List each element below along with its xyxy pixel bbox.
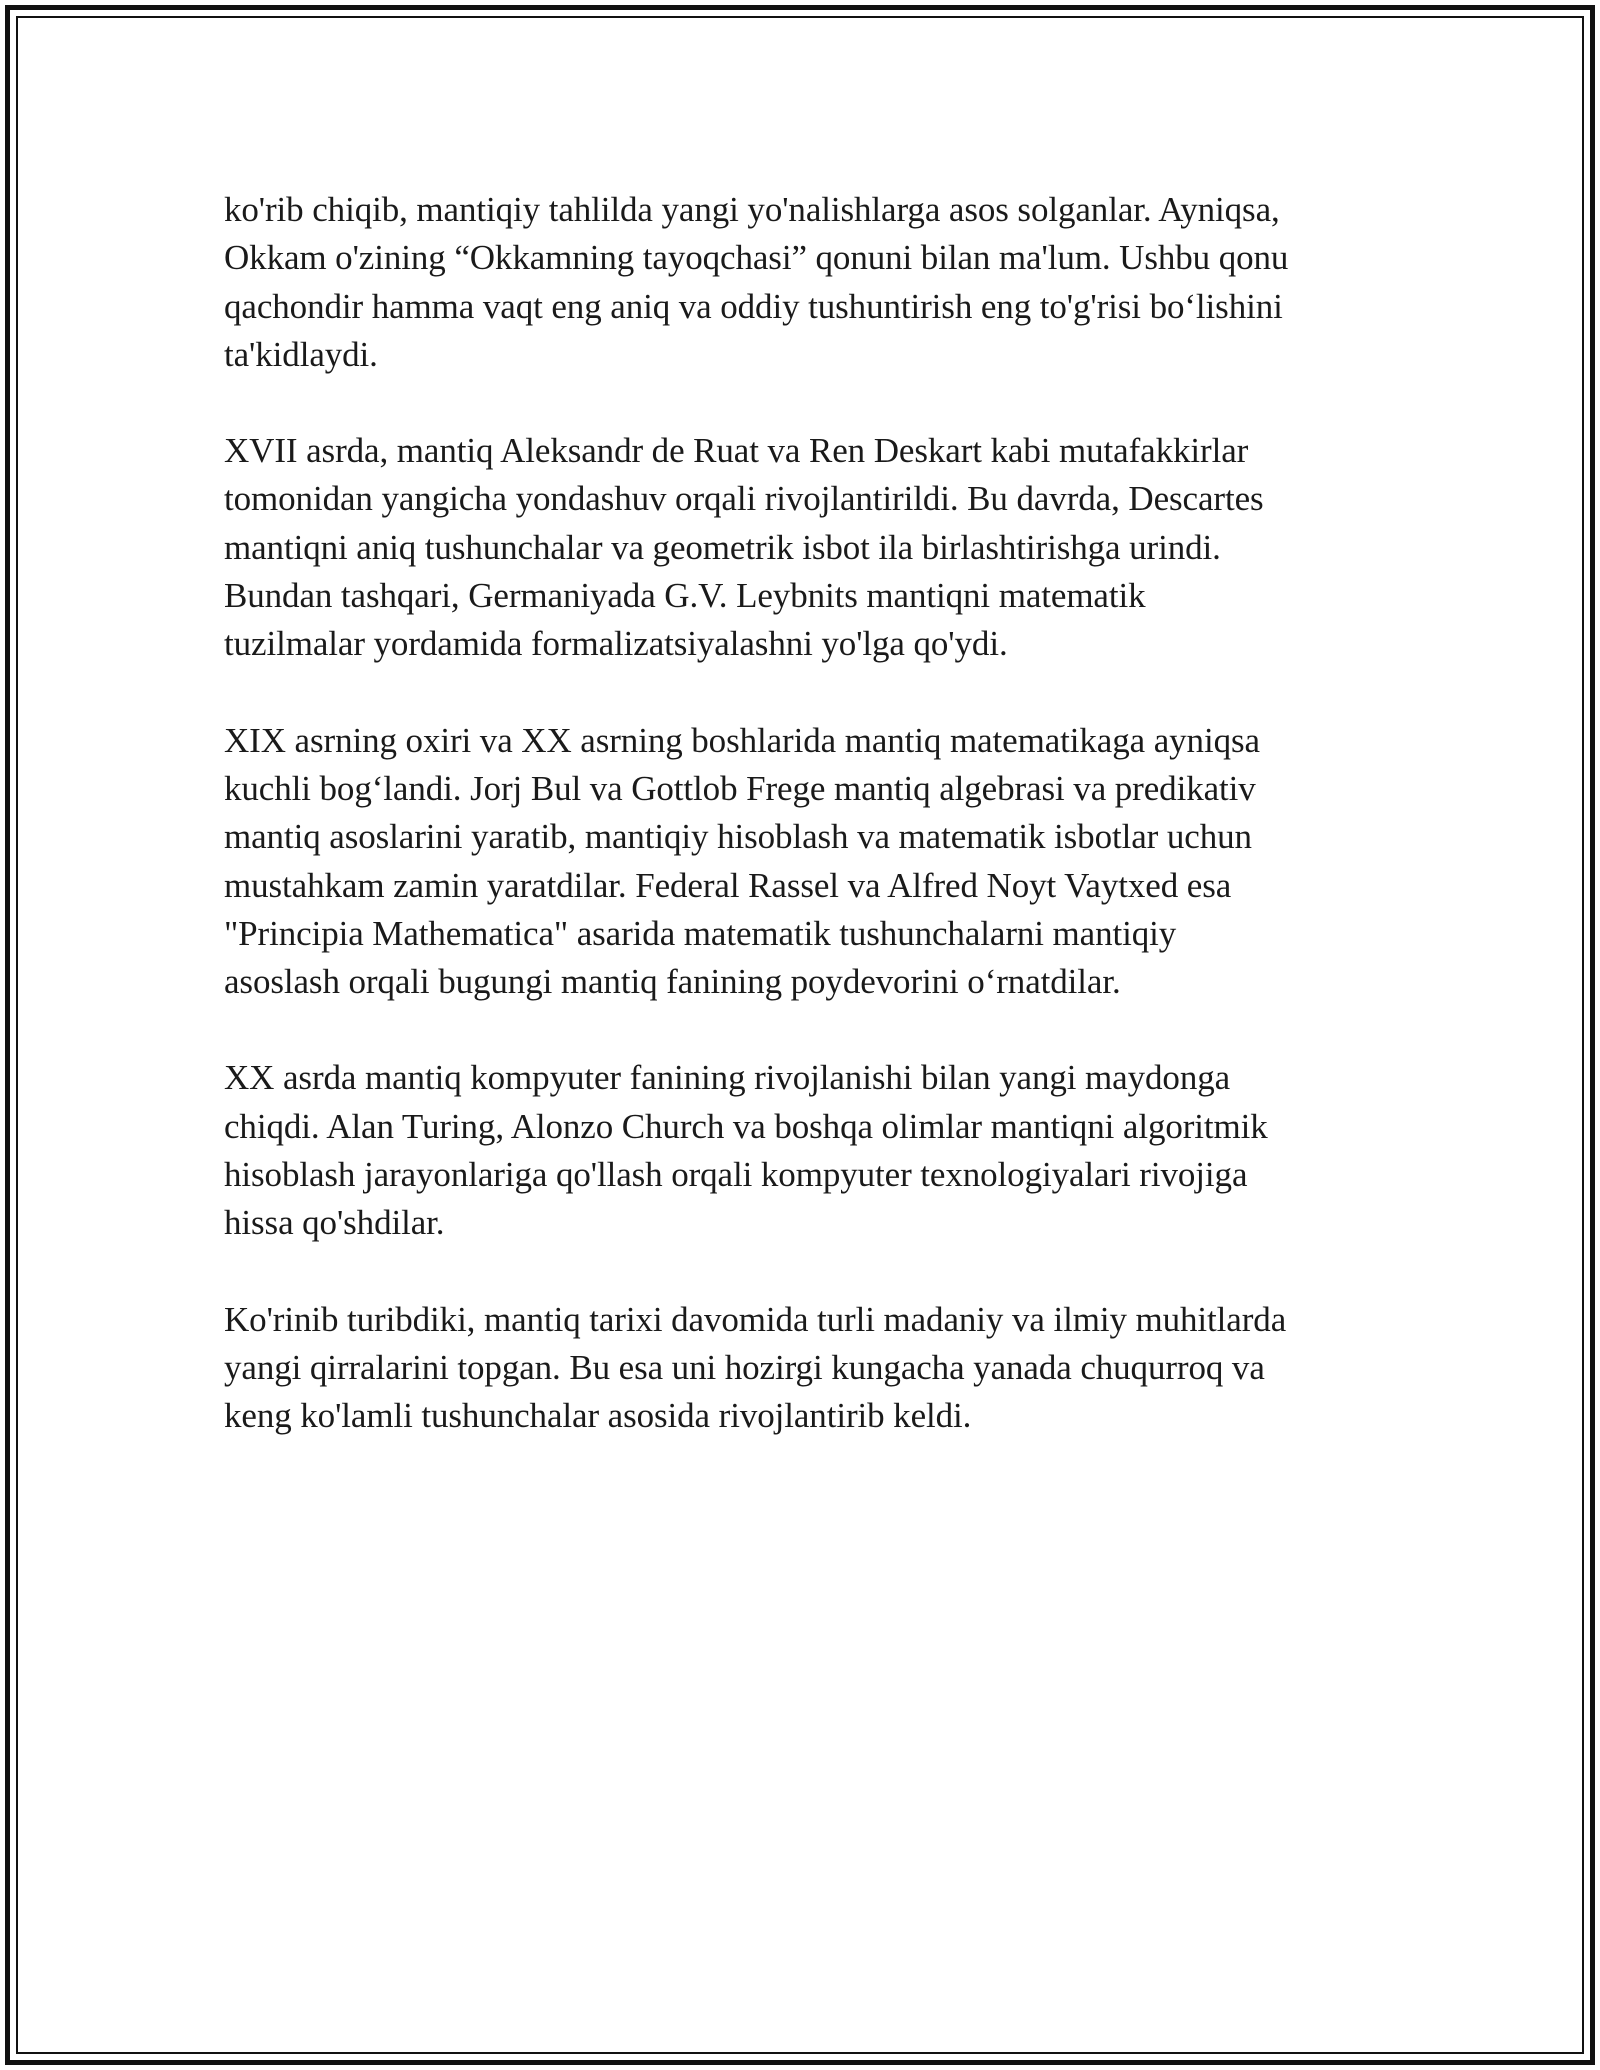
document-body [224, 186, 1364, 1489]
paragraph-xvii-century [224, 427, 1364, 668]
text-line: chiqdi. Alan Turing, Alonzo Church va boshqa olimlar mantiqni algoritmik [224, 1106, 1268, 1146]
text-line: ko'rib chiqib, mantiqiy tahlilda yangi yo'nalishlarga asos solganlar. Ayniqsa, [224, 190, 1280, 229]
paragraph-conclusion [224, 1296, 1364, 1441]
text-line: Bundan tashqari, Germaniyada G.V. Leybnits mantiqni matematik [224, 576, 1146, 616]
text-line: ta'kidlaydi. [224, 334, 378, 374]
text-line: mantiqni aniq tushunchalar va geometrik isbot ila birlashtirishga urindi. [224, 527, 1221, 567]
paragraph-xix-xx-century [224, 717, 1364, 1007]
text-line: mustahkam zamin yaratdilar. Federal Rassel va Alfred Noyt Vaytxed esa [224, 865, 1232, 905]
text-line: kuchli bog‘landi. Jorj Bul va Gottlob Frege mantiq algebrasi va predikativ [224, 768, 1256, 808]
text-line: "Principia Mathematica" asarida matematik tushunchalarni mantiqiy [224, 913, 1177, 953]
text-line: hisoblash jarayonlariga qo'llash orqali kompyuter texnologiyalari rivojiga [224, 1155, 1248, 1195]
text-line: qachondir hamma vaqt eng aniq va oddiy tushuntirish eng to'g'risi bo‘lishini [224, 286, 1283, 326]
text-line: XX asrda mantiq kompyuter fanining rivojlanishi bilan yangi maydonga [224, 1058, 1231, 1098]
text-line: yangi qirralarini topgan. Bu esa uni hozirgi kungacha yanada chuqurroq va [224, 1347, 1265, 1387]
text-line: Ko'rinib turibdiki, mantiq tarixi davomida turli madaniy va ilmiy muhitlarda [224, 1299, 1287, 1339]
text-line: Okkam o'zining “Okkamning tayoqchasi” qonuni bilan ma'lum. Ushbu qonu [224, 238, 1289, 278]
paragraph-okkam [224, 186, 1364, 379]
text-line: mantiq asoslarini yaratib, mantiqiy hisoblash va matematik isbotlar uchun [224, 817, 1252, 857]
paragraph-xx-century [224, 1054, 1364, 1247]
text-line: asoslash orqali bugungi mantiq fanining poydevorini o‘rnatdilar. [224, 962, 1121, 1002]
text-line: tomonidan yangicha yondashuv orqali rivojlantirildi. Bu davrda, Descartes [224, 479, 1264, 519]
text-line: XVII asrda, mantiq Aleksandr de Ruat va Ren Deskart kabi mutafakkirlar [224, 431, 1249, 471]
text-line: XIX asrning oxiri va XX asrning boshlarida mantiq matematikaga ayniqsa [224, 720, 1260, 760]
text-line: tuzilmalar yordamida formalizatsiyalashni yo'lga qo'ydi. [224, 624, 1008, 664]
text-line: hissa qo'shdilar. [224, 1203, 445, 1243]
text-line: keng ko'lamli tushunchalar asosida rivojlantirib keldi. [224, 1396, 972, 1436]
